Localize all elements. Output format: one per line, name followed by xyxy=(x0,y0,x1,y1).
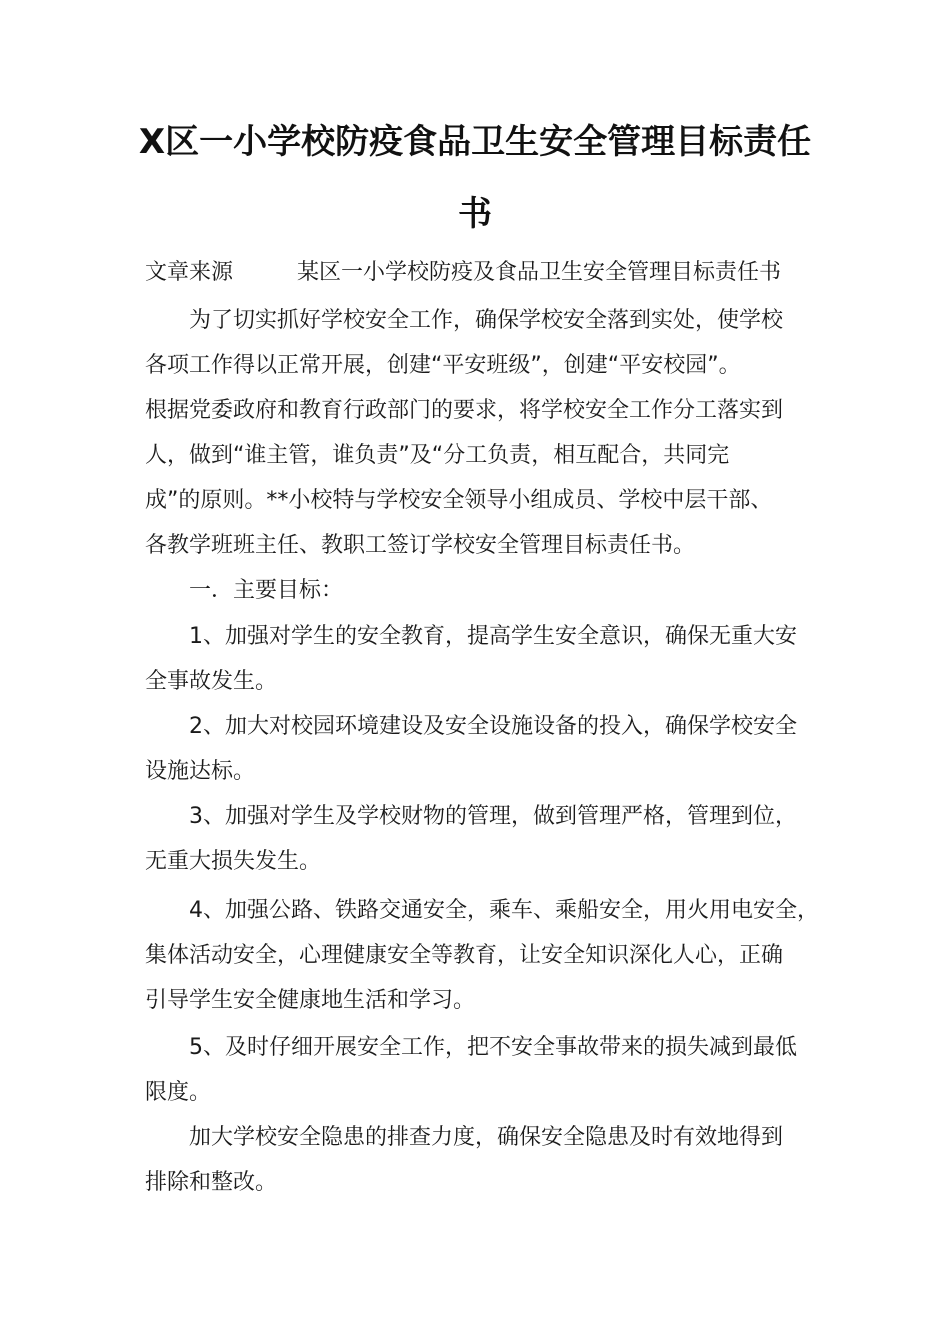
paragraph-line: 各教学班班主任、教职工签订学校安全管理目标责任书。 xyxy=(145,533,696,558)
paragraph-line: 人，做到“谁主管，谁负责”及“分工负责，相互配合，共同完 xyxy=(145,443,730,468)
list-item-line: 设施达标。 xyxy=(145,759,256,784)
list-item-line: 5、及时仔细开展安全工作，把不安全事故带来的损失减到最低 xyxy=(189,1035,797,1060)
list-item-line: 3、加强对学生及学校财物的管理，做到管理严格，管理到位， xyxy=(189,804,797,829)
paragraph-line: 各项工作得以正常开展，创建“平安班级”，创建“平安校园”。 xyxy=(145,353,741,378)
paragraph-line: 根据党委政府和教育行政部门的要求，将学校安全工作分工落实到 xyxy=(145,398,784,423)
list-item-line: 4、加强公路、铁路交通安全，乘车、乘船安全，用火用电安全， xyxy=(189,898,819,923)
source-label: 文章来源 xyxy=(145,260,234,285)
document-title-line-2: 书 xyxy=(458,194,492,234)
paragraph-line: 成”的原则。**小校特与学校安全领导小组成员、学校中层干部、 xyxy=(145,488,773,513)
paragraph-line: 为了切实抓好学校安全工作，确保学校安全落到实处，使学校 xyxy=(189,308,784,333)
section-heading: 一．主要目标： xyxy=(189,578,344,603)
document-title-line-1: X区一小学校防疫食品卫生安全管理目标责任 xyxy=(138,122,812,162)
list-item-line: 无重大损失发生。 xyxy=(145,849,322,874)
source-value: 某区一小学校防疫及食品卫生安全管理目标责任书 xyxy=(297,260,782,285)
list-item-line: 全事故发生。 xyxy=(145,669,278,694)
list-item-line: 集体活动安全，心理健康安全等教育，让安全知识深化人心，正确 xyxy=(145,943,784,968)
list-item-line: 限度。 xyxy=(145,1080,212,1105)
paragraph-line: 排除和整改。 xyxy=(145,1170,278,1195)
list-item-line: 引导学生安全健康地生活和学习。 xyxy=(145,988,476,1013)
list-item-line: 1、加强对学生的安全教育，提高学生安全意识，确保无重大安 xyxy=(189,624,797,649)
list-item-line: 2、加大对校园环境建设及安全设施设备的投入，确保学校安全 xyxy=(189,714,797,739)
paragraph-line: 加大学校安全隐患的排查力度，确保安全隐患及时有效地得到 xyxy=(189,1125,784,1150)
